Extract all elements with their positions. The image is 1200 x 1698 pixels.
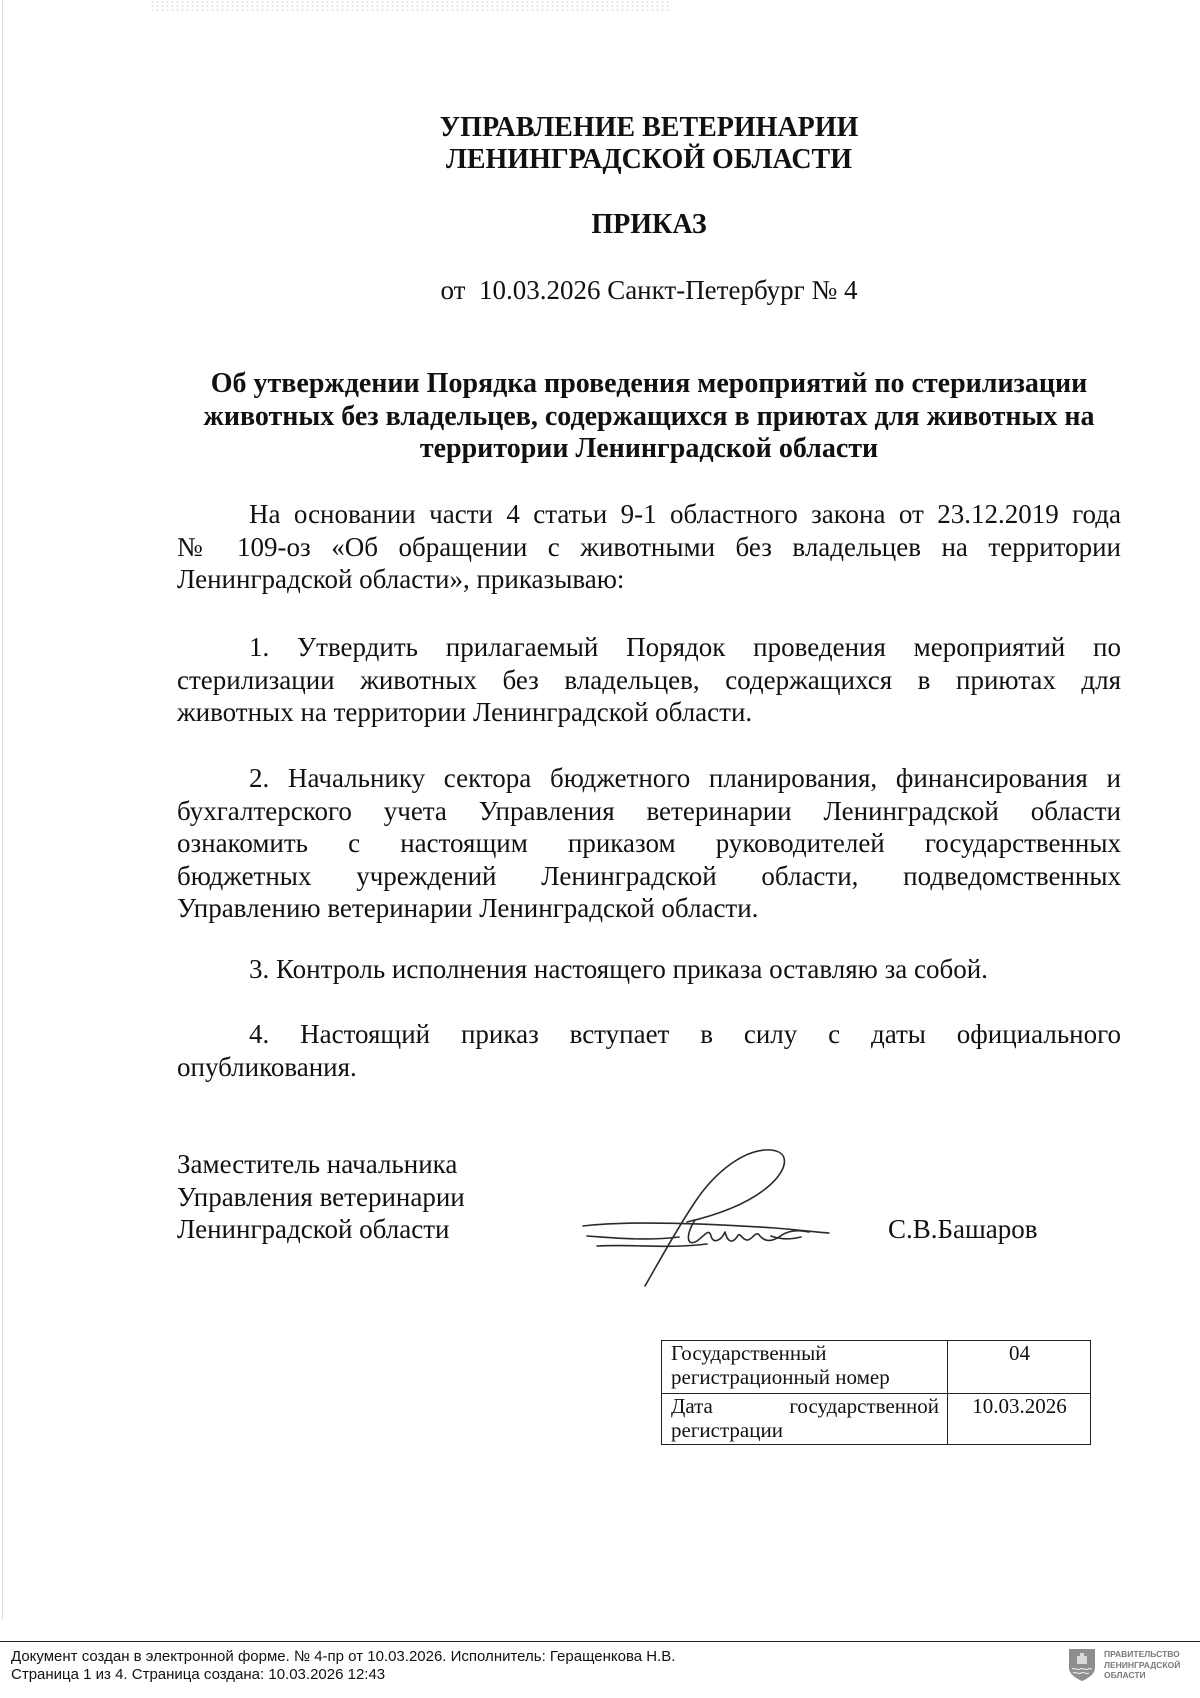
paragraph-line: № 109-оз «Об обращении с животными без владельцев на территории [177, 531, 1121, 562]
organization-name-line-1: УПРАВЛЕНИЕ ВЕТЕРИНАРИИ [439, 112, 859, 143]
label-line: Дата государственной [671, 1394, 939, 1418]
scan-edge-line [2, 0, 3, 1620]
document-type: ПРИКАЗ [591, 209, 707, 240]
scan-noise [150, 0, 670, 12]
signatory-position [177, 1148, 465, 1246]
logo-text-line: ОБЛАСТИ [1104, 1670, 1146, 1680]
signatory-name: С.В.Башаров [888, 1214, 1038, 1244]
document-date-line: от 10.03.2026 Санкт-Петербург № 4 [440, 275, 858, 305]
signatory-position-line: Управления ветеринарии [177, 1181, 465, 1212]
preamble-paragraph [177, 498, 1121, 596]
paragraph-line: опубликования. [177, 1051, 357, 1082]
paragraph-line: Ленинградской области», приказываю: [177, 564, 625, 594]
organization-name-line-2: ЛЕНИНГРАДСКОЙ ОБЛАСТИ [445, 144, 853, 175]
label-line: регистрации [671, 1418, 783, 1442]
paragraph-line: На основании части 4 статьи 9-1 областного закона от 23.12.2019 года [249, 499, 1121, 529]
paragraph-line: 2. Начальнику сектора бюджетного планирования, финансирования и [249, 763, 1121, 793]
footer-line: Документ создан в электронной форме. № 4-пр от 10.03.2026. Исполнитель: Геращенкова Н.В. [11, 1648, 676, 1665]
paragraph-line: Управлению ветеринарии Ленинградской области. [177, 893, 759, 923]
paragraph-line: стерилизации животных без владельцев, содержащихся в приютах для [177, 664, 1121, 695]
order-item-4 [177, 1018, 1121, 1083]
signatory-position-line: Заместитель начальника [177, 1149, 458, 1179]
logo-text-line: ЛЕНИНГРАДСКОЙ [1104, 1659, 1181, 1670]
government-logo-text [1104, 1649, 1180, 1681]
order-item-2 [177, 762, 1121, 925]
registration-table [661, 1340, 1091, 1445]
government-emblem-icon [1068, 1648, 1096, 1682]
logo-text-line: ПРАВИТЕЛЬСТВО [1104, 1649, 1180, 1659]
organization-header [177, 112, 1121, 176]
title-line: территории Ленинградской области [419, 433, 879, 464]
table-row [662, 1341, 1091, 1394]
paragraph-line: бухгалтерского учета Управления ветеринарии Ленинградской области [177, 795, 1121, 826]
footer-line: Страница 1 из 4. Страница создана: 10.03.2026 12:43 [11, 1666, 386, 1683]
order-item-1 [177, 631, 1121, 729]
paragraph-line: животных на территории Ленинградской области. [177, 697, 753, 727]
signatory-position-line: Ленинградской области [177, 1214, 450, 1244]
registration-number-value: 04 [948, 1341, 1091, 1394]
paragraph-line: бюджетных учреждений Ленинградской области, подведомственных [177, 860, 1121, 891]
table-row [662, 1394, 1091, 1445]
paragraph-line: 1. Утвердить прилагаемый Порядок проведения мероприятий по [249, 632, 1121, 662]
paragraph-line: 4. Настоящий приказ вступает в силу с даты официального [249, 1019, 1121, 1049]
footer-info [11, 1648, 675, 1684]
label-line: Государственный [671, 1341, 827, 1365]
footer-divider [0, 1641, 1200, 1642]
title-line: животных без владельцев, содержащихся в приютах для животных на [203, 400, 1095, 432]
registration-date-label [662, 1394, 948, 1445]
registration-date-value: 10.03.2026 [948, 1394, 1091, 1445]
order-item-3 [177, 953, 1121, 986]
paragraph-line: 3. Контроль исполнения настоящего приказа оставляю за собой. [249, 954, 988, 984]
label-line: регистрационный номер [671, 1365, 890, 1389]
paragraph-line: ознакомить с настоящим приказом руководителей государственных [177, 828, 1121, 858]
registration-number-label [662, 1341, 948, 1394]
title-line: Об утверждении Порядка проведения мероприятий по стерилизации [210, 368, 1088, 399]
document-title [177, 368, 1121, 466]
handwritten-signature-image [575, 1140, 875, 1290]
